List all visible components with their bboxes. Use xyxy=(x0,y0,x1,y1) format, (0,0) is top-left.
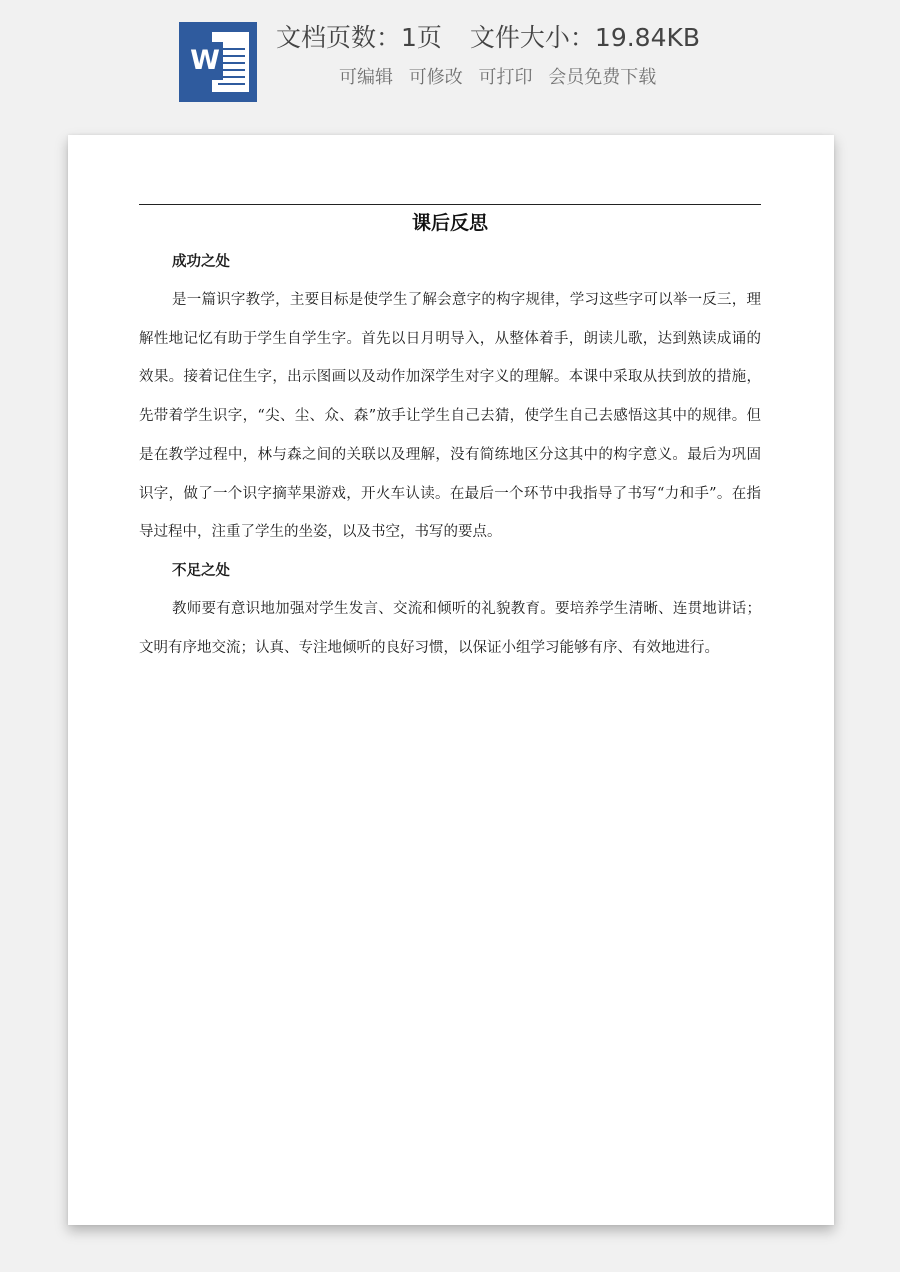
section-paragraph-shortcomings: 教师要有意识地加强对学生发言、交流和倾听的礼貌教育。要培养学生清晰、连贯地讲话；文明有序地交流；认真、专注地倾听的良好习惯，以保证小组学习能够有序、有效地进行。 xyxy=(139,600,761,656)
document-page xyxy=(68,135,834,1225)
feature-member-download: 会员免费下载 xyxy=(548,67,657,88)
section-heading-success: 成功之处 xyxy=(172,253,230,270)
feature-printable: 可打印 xyxy=(478,67,533,88)
header-rule xyxy=(139,204,761,205)
feature-modifiable: 可修改 xyxy=(408,67,463,88)
document-title: 课后反思 xyxy=(411,212,488,234)
text-line-shape xyxy=(218,83,245,85)
word-document-icon xyxy=(179,22,257,102)
page-count: 文档页数：1页 xyxy=(276,23,442,52)
section-paragraph-success: 是一篇识字教学，主要目标是使学生了解会意字的构字规律，学习这些字可以举一反三，理解性地记忆有助于学生自学生字。首先以日月明导入，从整体着手，朗读儿歌，达到熟读成诵的效果。接着记住生字，出示图画以及动作加深学生对字义的理解。本课中采取从扶到放的措施，先带着学生识字，“尖、尘、众、森”放手让学生自己去猜，使学生自己去感悟这其中的规律。但是在教学过程中，林与森之间的关联以及理解，没有简练地区分这其中的构字意义。最后为巩固识字，做了一个识字摘苹果游戏，开火车认读。在最后一个环节中我指导了书写“力和手”。在指导过程中，注重了学生的坐姿，以及书空，书写的要点。 xyxy=(139,292,761,541)
feature-editable: 可编辑 xyxy=(339,67,393,88)
section-heading-shortcomings: 不足之处 xyxy=(172,561,230,579)
feature-list xyxy=(339,64,666,92)
word-letter: W xyxy=(187,42,223,80)
document-body xyxy=(139,243,761,667)
file-size: 文件大小：19.84KB xyxy=(469,23,701,52)
file-info xyxy=(276,20,700,56)
